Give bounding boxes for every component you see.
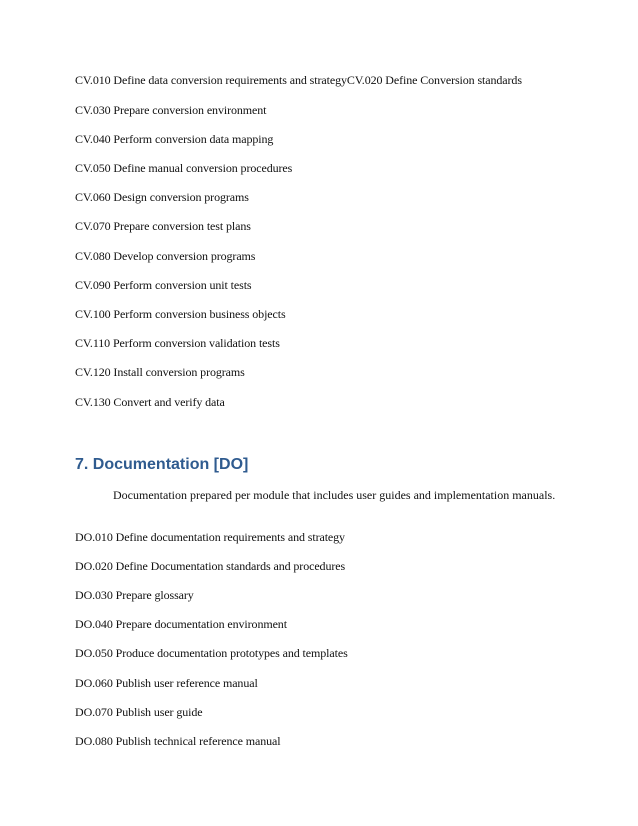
do-item-060: DO.060 Publish user reference manual	[75, 676, 258, 690]
cv-item-030: CV.030 Prepare conversion environment	[75, 103, 267, 117]
cv-item-070: CV.070 Prepare conversion test plans	[75, 219, 251, 233]
cv-item-060: CV.060 Design conversion programs	[75, 190, 249, 204]
cv-item-080: CV.080 Develop conversion programs	[75, 249, 256, 263]
do-item-020: DO.020 Define Documentation standards and procedures	[75, 559, 346, 573]
cv-item-100: CV.100 Perform conversion business objects	[75, 307, 286, 321]
do-item-080: DO.080 Publish technical reference manual	[75, 734, 281, 748]
section-heading: 7. Documentation [DO]	[75, 456, 249, 473]
do-item-050: DO.050 Produce documentation prototypes and templates	[75, 646, 348, 660]
section-description: Documentation prepared per module that includes user guides and implementation manuals.	[113, 488, 556, 502]
cv-item-010: CV.010 Define data conversion requirements and strategyCV.020 Define Conversion standards	[75, 73, 522, 87]
cv-item-040: CV.040 Perform conversion data mapping	[75, 132, 274, 146]
do-item-010: DO.010 Define documentation requirements and strategy	[75, 530, 345, 544]
cv-item-130: CV.130 Convert and verify data	[75, 395, 225, 409]
cv-item-050: CV.050 Define manual conversion procedures	[75, 161, 293, 175]
do-item-030: DO.030 Prepare glossary	[75, 588, 194, 602]
do-item-070: DO.070 Publish user guide	[75, 705, 203, 719]
cv-item-110: CV.110 Perform conversion validation tests	[75, 336, 280, 350]
cv-item-090: CV.090 Perform conversion unit tests	[75, 278, 252, 292]
do-item-040: DO.040 Prepare documentation environment	[75, 617, 287, 631]
cv-item-120: CV.120 Install conversion programs	[75, 365, 245, 379]
